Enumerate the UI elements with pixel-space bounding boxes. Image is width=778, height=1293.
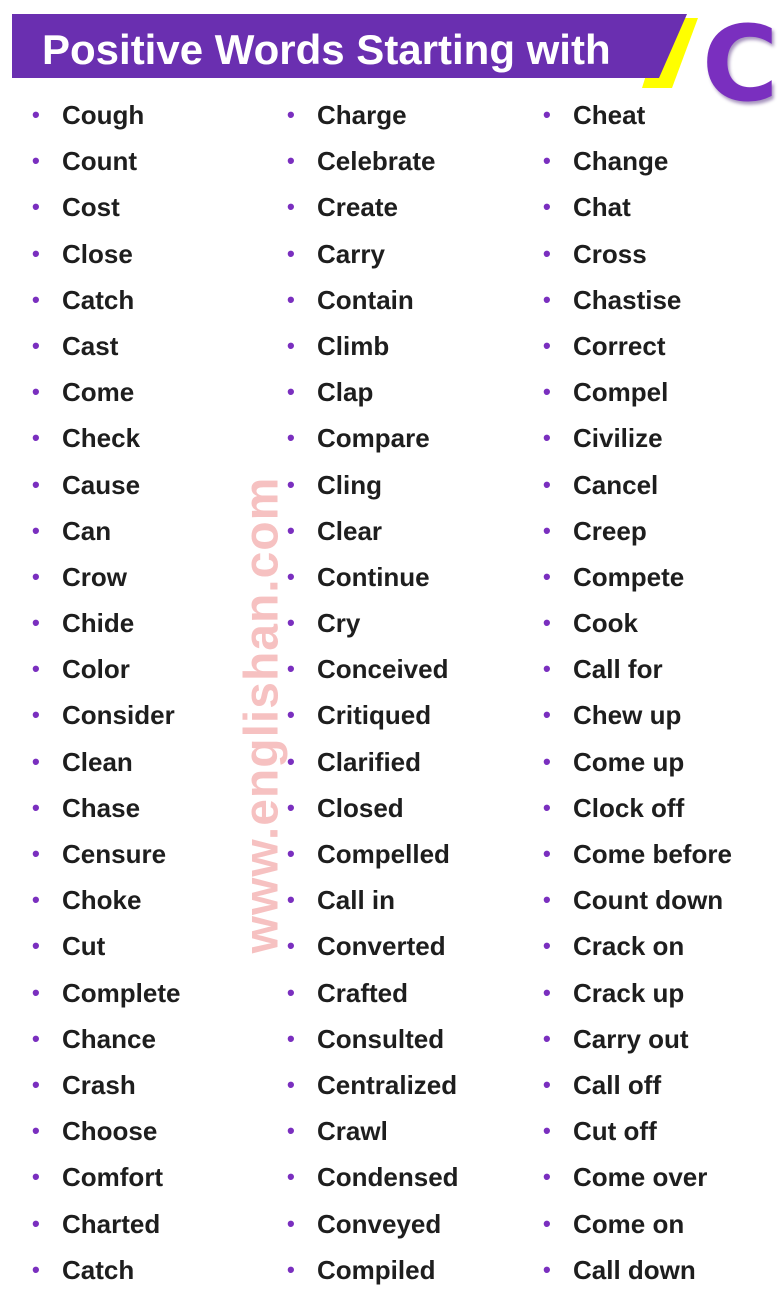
word-text: Call in [317,885,396,916]
word-text: Celebrate [317,146,436,177]
bullet-icon: • [543,102,551,127]
bullet-icon: • [32,1164,40,1190]
word-text: Crack up [573,977,685,1008]
word-item [32,1016,180,1062]
word-text: Cause [62,469,141,500]
word-text: Clean [62,746,133,777]
bullet-icon: • [32,425,40,451]
bullet-icon: • [287,610,295,636]
word-text: Censure [62,839,167,869]
bullet-icon: • [543,286,551,312]
word-text: Centralized [317,1069,458,1100]
bullet-icon: • [287,1071,295,1097]
bullet-icon: • [287,1118,295,1144]
bullet-icon: • [543,1071,551,1097]
word-text: Conveyed [317,1208,442,1239]
page-title: Positive Words Starting with [42,26,611,73]
bullet-icon: • [287,933,295,959]
word-item [32,138,180,184]
bullet-icon: • [32,1256,40,1282]
word-item [543,1016,732,1062]
word-text: Cry [317,608,361,639]
word-text: Crawl [317,1116,388,1147]
word-text: Continue [317,561,430,592]
bullet-icon: • [543,887,551,913]
word-text: Compare [317,423,430,454]
bullet-icon: • [543,794,551,820]
word-item [287,415,459,461]
word-text: Clock off [573,792,685,823]
word-item [543,877,732,923]
word-text: Can [62,515,112,546]
word-text: Civilize [573,423,663,454]
word-text: Catch [62,1254,135,1285]
word-item [287,1108,459,1154]
bullet-icon: • [287,1256,295,1282]
word-text: Call down [573,1254,696,1285]
word-item [287,785,459,831]
word-item [543,1247,732,1293]
word-item [32,877,180,923]
word-column-3 [543,92,732,1293]
word-text: Color [62,654,130,685]
word-item [543,277,732,323]
word-item [543,231,732,277]
word-text: Clear [317,515,383,546]
word-text: Create [317,192,398,223]
bullet-icon: • [32,286,40,312]
bullet-icon: • [287,656,295,682]
word-item [543,508,732,554]
word-text: Cook [573,608,638,639]
word-text: Come over [573,1162,708,1193]
word-item [543,646,732,692]
word-text: Crack on [573,931,685,962]
bullet-icon: • [287,517,295,543]
word-text: Comfort [62,1162,164,1193]
word-item [32,831,180,877]
word-item [32,415,180,461]
word-item [543,923,732,969]
word-text: Cost [62,192,120,223]
bullet-icon: • [543,979,551,1005]
word-text: Carry [317,238,385,269]
word-text: Compel [573,377,669,408]
bullet-icon: • [32,517,40,543]
word-item [32,1062,180,1108]
word-text: Chat [573,192,631,223]
word-text: Conceived [317,654,449,685]
bullet-icon: • [32,979,40,1005]
bullet-icon: • [287,702,295,728]
word-item [543,323,732,369]
word-text: Chance [62,1023,156,1054]
bullet-icon: • [32,1210,40,1236]
word-item [32,1108,180,1154]
bullet-icon: • [32,1071,40,1097]
word-item [287,462,459,508]
word-text: Crash [62,1069,136,1100]
word-text: Come up [573,746,685,777]
bullet-icon: • [543,1118,551,1144]
bullet-icon: • [32,332,40,358]
bullet-icon: • [543,1256,551,1282]
word-item [287,231,459,277]
bullet-icon: • [287,1025,295,1051]
word-text: Cling [317,469,382,500]
bullet-icon: • [543,332,551,358]
bullet-icon: • [287,1210,295,1236]
word-item [543,92,732,138]
word-item [543,692,732,738]
word-text: Contain [317,284,414,315]
word-text: Count down [573,885,724,916]
bullet-icon: • [287,102,295,127]
word-item [32,508,180,554]
word-text: Crafted [317,977,409,1008]
word-item [287,323,459,369]
bullet-icon: • [543,194,551,220]
bullet-icon: • [543,702,551,728]
bullet-icon: • [287,471,295,497]
word-text: Consider [62,700,175,731]
word-item [543,739,732,785]
word-item [32,1247,180,1293]
bullet-icon: • [32,656,40,682]
word-item [32,646,180,692]
word-text: Charge [317,100,407,130]
word-text: Call off [573,1069,662,1100]
featured-letter: C [702,3,778,125]
word-item [287,92,459,138]
word-text: Complete [62,977,181,1008]
bullet-icon: • [543,425,551,451]
word-item [287,1201,459,1247]
bullet-icon: • [287,748,295,774]
bullet-icon: • [287,979,295,1005]
bullet-icon: • [543,1164,551,1190]
bullet-icon: • [287,425,295,451]
word-item [32,369,180,415]
word-item [287,184,459,230]
word-text: Cancel [573,469,659,500]
word-column-2 [287,92,459,1293]
bullet-icon: • [287,841,295,866]
word-item [32,785,180,831]
word-text: Change [573,146,669,177]
word-item [287,600,459,646]
bullet-icon: • [543,748,551,774]
word-text: Come on [573,1208,685,1239]
word-item [287,923,459,969]
bullet-icon: • [543,1210,551,1236]
word-item [543,554,732,600]
word-item [32,1154,180,1200]
word-item [543,369,732,415]
word-item [287,369,459,415]
word-item [287,877,459,923]
word-item [32,277,180,323]
word-text: Choose [62,1116,158,1147]
word-text: Chase [62,792,141,823]
bullet-icon: • [543,379,551,405]
bullet-icon: • [32,702,40,728]
bullet-icon: • [32,1025,40,1051]
word-item [287,646,459,692]
word-text: Cross [573,238,647,269]
word-item [287,831,459,877]
bullet-icon: • [543,148,551,174]
word-text: Chew up [573,700,682,731]
word-item [543,1201,732,1247]
word-text: Count [62,146,138,177]
word-item [543,1062,732,1108]
word-item [287,1247,459,1293]
word-text: Cut off [573,1116,657,1147]
bullet-icon: • [32,102,40,127]
bullet-icon: • [543,1025,551,1051]
word-item [32,323,180,369]
word-column-1 [32,92,180,1293]
bullet-icon: • [32,379,40,405]
word-item [543,785,732,831]
word-text: Cough [62,100,145,130]
bullet-icon: • [543,517,551,543]
bullet-icon: • [543,240,551,266]
word-text: Climb [317,330,390,361]
bullet-icon: • [543,610,551,636]
bullet-icon: • [287,286,295,312]
word-item [287,554,459,600]
word-text: Compiled [317,1254,436,1285]
word-item [287,508,459,554]
bullet-icon: • [543,656,551,682]
word-text: Chide [62,608,135,639]
word-text: Clarified [317,746,422,777]
word-text: Check [62,423,141,454]
word-text: Catch [62,284,135,315]
word-text: Cheat [573,100,646,130]
word-text: Come before [573,839,732,869]
word-item [32,462,180,508]
word-item [543,415,732,461]
bullet-icon: • [32,1118,40,1144]
word-item [32,692,180,738]
word-item [287,692,459,738]
word-text: Creep [573,515,647,546]
word-text: Critiqued [317,700,432,731]
word-item [543,138,732,184]
word-text: Chastise [573,284,682,315]
word-text: Clap [317,377,374,408]
word-text: Consulted [317,1023,445,1054]
word-item [32,184,180,230]
watermark-text: www.englishan.com [235,476,289,954]
word-item [543,184,732,230]
bullet-icon: • [287,1164,295,1190]
word-item [32,554,180,600]
bullet-icon: • [287,887,295,913]
word-text: Cast [62,330,119,361]
word-text: Converted [317,931,446,962]
word-text: Carry out [573,1023,689,1054]
word-text: Compete [573,561,685,592]
word-text: Correct [573,330,666,361]
word-text: Condensed [317,1162,459,1193]
word-text: Call for [573,654,663,685]
word-text: Cut [62,931,106,962]
word-item [32,92,180,138]
word-item [543,462,732,508]
word-item [543,1108,732,1154]
bullet-icon: • [32,194,40,220]
bullet-icon: • [287,379,295,405]
word-item [287,1016,459,1062]
bullet-icon: • [287,563,295,589]
word-item [287,970,459,1016]
word-item [32,231,180,277]
word-text: Charted [62,1208,161,1239]
word-text: Choke [62,885,142,916]
word-item [287,1154,459,1200]
word-text: Closed [317,792,404,823]
bullet-icon: • [32,563,40,589]
word-item [32,600,180,646]
bullet-icon: • [287,332,295,358]
bullet-icon: • [32,610,40,636]
bullet-icon: • [543,841,551,866]
bullet-icon: • [543,471,551,497]
word-item [543,970,732,1016]
bullet-icon: • [543,933,551,959]
bullet-icon: • [287,194,295,220]
bullet-icon: • [32,148,40,174]
bullet-icon: • [32,841,40,866]
word-item [32,923,180,969]
word-text: Crow [62,561,127,592]
word-item [543,831,732,877]
bullet-icon: • [32,794,40,820]
bullet-icon: • [32,887,40,913]
word-item [287,1062,459,1108]
bullet-icon: • [543,563,551,589]
bullet-icon: • [32,748,40,774]
word-item [287,138,459,184]
bullet-icon: • [287,240,295,266]
bullet-icon: • [287,794,295,820]
bullet-icon: • [32,471,40,497]
word-item [543,600,732,646]
bullet-icon: • [287,148,295,174]
word-text: Compelled [317,839,450,869]
word-item [287,739,459,785]
word-item [543,1154,732,1200]
word-text: Close [62,238,133,269]
word-text: Come [62,377,135,408]
bullet-icon: • [32,933,40,959]
word-item [287,277,459,323]
word-item [32,739,180,785]
word-item [32,1201,180,1247]
bullet-icon: • [32,240,40,266]
word-item [32,970,180,1016]
